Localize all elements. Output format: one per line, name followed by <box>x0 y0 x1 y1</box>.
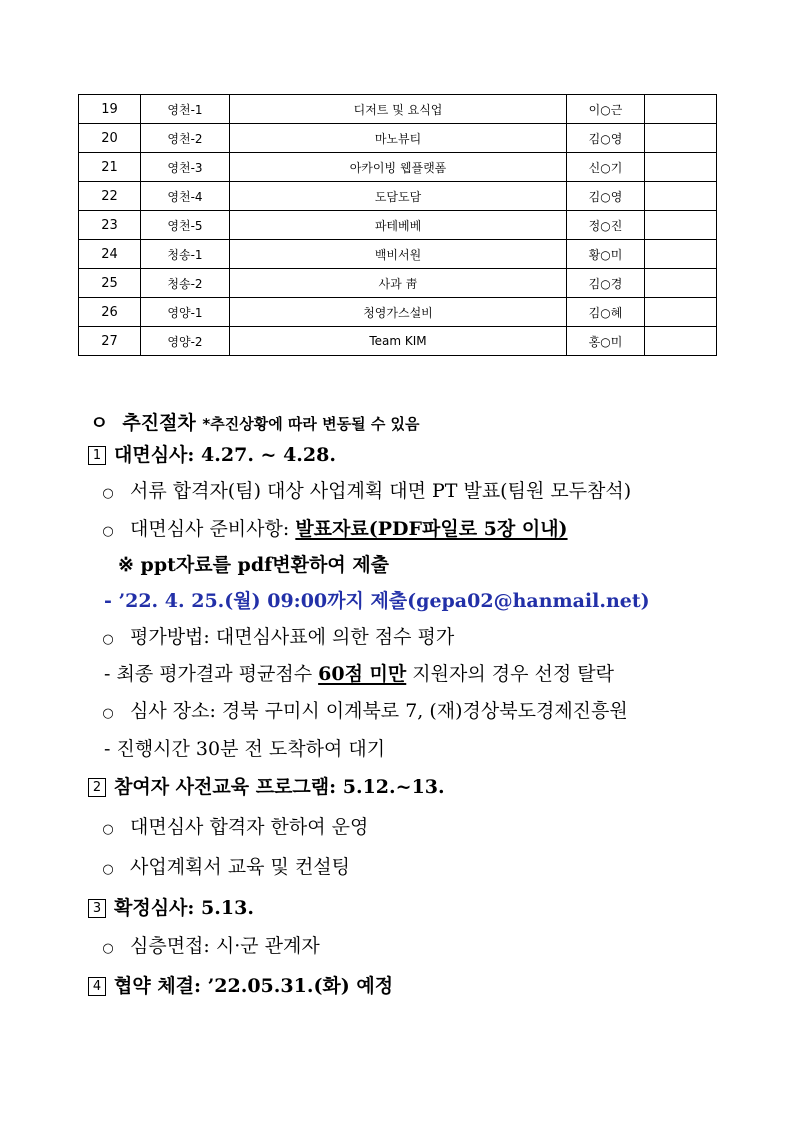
note-cell <box>645 153 717 182</box>
team-name-cell: 파테베베 <box>230 211 567 240</box>
step4-title: 4 협약 체결: ’22.05.31.(화) 예정 <box>88 974 393 998</box>
step2-item1: ○ 대면심사 합격자 한하여 운영 <box>102 816 369 838</box>
step3-item1: ○ 심층면접: 시·군 관계자 <box>102 935 320 957</box>
note-cell <box>645 95 717 124</box>
note-cell <box>645 269 717 298</box>
row-number-cell: 25 <box>79 269 141 298</box>
note-cell <box>645 298 717 327</box>
applicant-table <box>78 94 717 356</box>
step3-number-box: 3 <box>88 899 106 918</box>
region-cell: 영양-2 <box>141 327 230 356</box>
step4-number-box: 4 <box>88 977 106 996</box>
note-cell <box>645 124 717 153</box>
team-name-cell: 디저트 및 요식업 <box>230 95 567 124</box>
team-name-cell: 마노뷰티 <box>230 124 567 153</box>
row-number-cell: 20 <box>79 124 141 153</box>
step1-item3: ○ 평가방법: 대면심사표에 의한 점수 평가 <box>102 626 455 648</box>
region-cell: 영천-4 <box>141 182 230 211</box>
row-number-cell: 22 <box>79 182 141 211</box>
region-cell: 청송-2 <box>141 269 230 298</box>
row-number-cell: 24 <box>79 240 141 269</box>
applicant-table-body <box>79 95 717 356</box>
region-cell: 영천-3 <box>141 153 230 182</box>
representative-cell: 김○영 <box>567 124 645 153</box>
step1-sub4: - 진행시간 30분 전 도착하여 대기 <box>104 738 386 760</box>
representative-cell: 황○미 <box>567 240 645 269</box>
step3-title: 3 확정심사: 5.13. <box>88 896 254 920</box>
table-row <box>79 298 717 327</box>
note-cell <box>645 182 717 211</box>
step2-item2: ○ 사업계획서 교육 및 컨설팅 <box>102 856 351 878</box>
procedure-heading: ㅇ 추진절차 *추진상황에 따라 변동될 수 있음 <box>90 412 420 434</box>
procedure-heading-note: *추진상황에 따라 변동될 수 있음 <box>202 415 420 433</box>
representative-cell: 이○근 <box>567 95 645 124</box>
step1-sub3: - 최종 평가결과 평균점수 60점 미만 지원자의 경우 선정 탈락 <box>104 663 614 685</box>
team-name-cell: 사과 靑 <box>230 269 567 298</box>
cutoff-score-emphasis: 60점 미만 <box>318 663 407 685</box>
region-cell: 영천-2 <box>141 124 230 153</box>
step1-item2: ○ 대면심사 준비사항: 발표자료(PDF파일로 5장 이내) <box>102 518 568 540</box>
procedure-bullet: ㅇ <box>90 412 109 434</box>
presentation-material-emphasis: 발표자료(PDF파일로 5장 이내) <box>295 518 568 540</box>
note-cell <box>645 327 717 356</box>
step1-title: 1 대면심사: 4.27. ~ 4.28. <box>88 443 336 467</box>
region-cell: 영양-1 <box>141 298 230 327</box>
step1-number-box: 1 <box>88 446 106 465</box>
region-cell: 영천-1 <box>141 95 230 124</box>
row-number-cell: 19 <box>79 95 141 124</box>
representative-cell: 김○혜 <box>567 298 645 327</box>
step1-item4: ○ 심사 장소: 경북 구미시 이계북로 7, (재)경상북도경제진흥원 <box>102 700 628 722</box>
team-name-cell: 도담도담 <box>230 182 567 211</box>
step2-title: 2 참여자 사전교육 프로그램: 5.12.~13. <box>88 775 445 799</box>
team-name-cell: 청영가스설비 <box>230 298 567 327</box>
representative-cell: 김○경 <box>567 269 645 298</box>
step2-number-box: 2 <box>88 778 106 797</box>
representative-cell: 김○영 <box>567 182 645 211</box>
representative-cell: 정○진 <box>567 211 645 240</box>
representative-cell: 신○기 <box>567 153 645 182</box>
table-row <box>79 211 717 240</box>
team-name-cell: Team KIM <box>230 327 567 356</box>
region-cell: 청송-1 <box>141 240 230 269</box>
row-number-cell: 27 <box>79 327 141 356</box>
team-name-cell: 백비서원 <box>230 240 567 269</box>
table-row <box>79 269 717 298</box>
representative-cell: 홍○미 <box>567 327 645 356</box>
row-number-cell: 26 <box>79 298 141 327</box>
region-cell: 영천-5 <box>141 211 230 240</box>
note-cell <box>645 211 717 240</box>
table-row <box>79 95 717 124</box>
step1-item1: ○ 서류 합격자(팀) 대상 사업계획 대면 PT 발표(팀원 모두참석) <box>102 480 632 502</box>
table-row <box>79 240 717 269</box>
table-row <box>79 327 717 356</box>
table-row <box>79 182 717 211</box>
row-number-cell: 21 <box>79 153 141 182</box>
step1-note: ※ ppt자료를 pdf변환하여 제출 <box>118 554 390 576</box>
submission-deadline: - ’22. 4. 25.(월) 09:00까지 제출(gepa02@hanmail.net) <box>104 590 650 612</box>
table-row <box>79 153 717 182</box>
row-number-cell: 23 <box>79 211 141 240</box>
team-name-cell: 아카이빙 웹플랫폼 <box>230 153 567 182</box>
note-cell <box>645 240 717 269</box>
table-row <box>79 124 717 153</box>
